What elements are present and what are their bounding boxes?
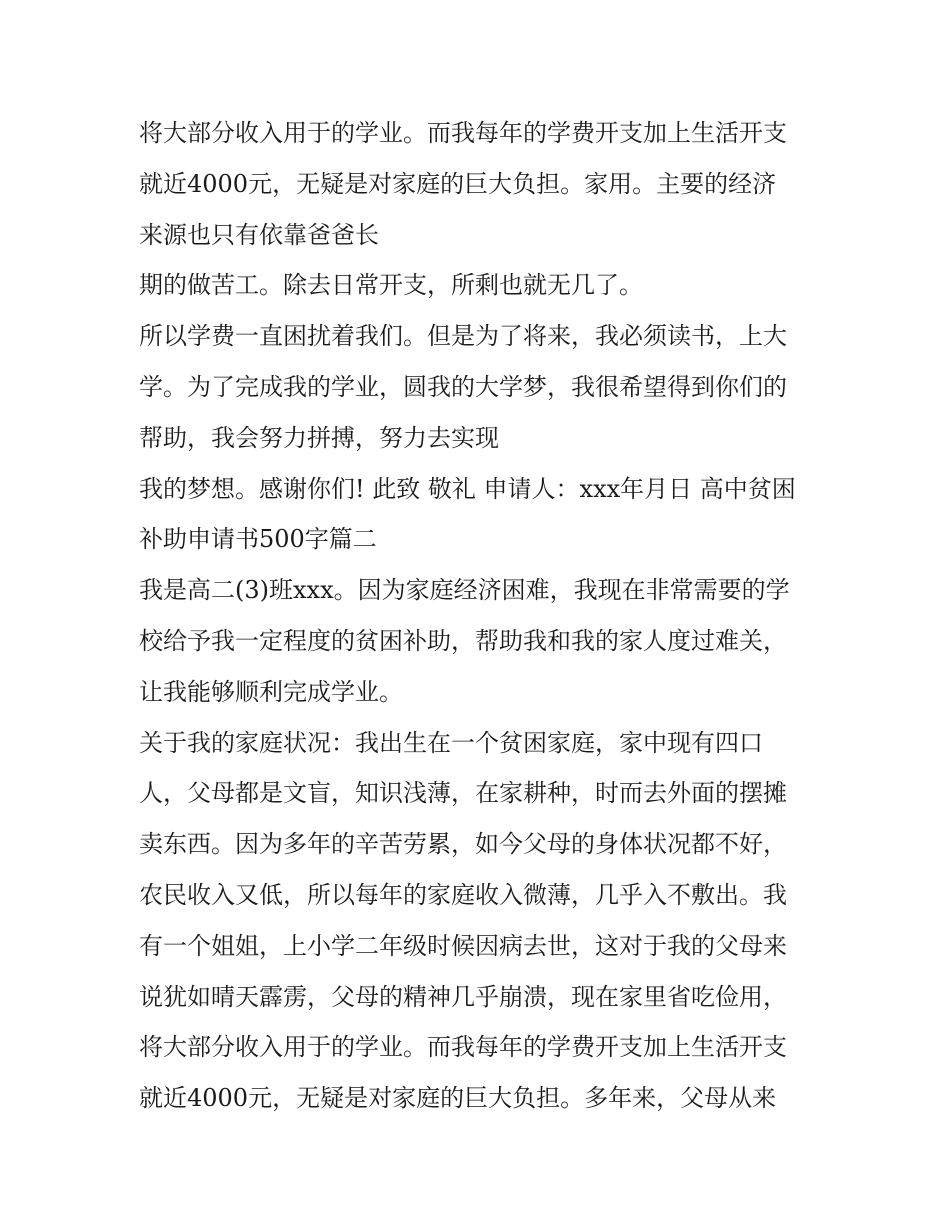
text-line-4: 期的做苦工。除去日常开支，所剩也就无几了。 [139,271,643,300]
text-line-9: 补助申请书500字篇二 [139,525,377,554]
text-line-7: 帮助，我会努力拼搏，努力去实现 [139,423,499,452]
text-line-14: 人，父母都是文盲，知识浅薄，在家耕种，时而去外面的摆摊 [139,779,787,808]
text-line-5: 所以学费一直困扰着我们。但是为了将来，我必须读书，上大 [139,322,787,351]
text-line-15: 卖东西。因为多年的辛苦劳累，如今父母的身体状况都不好， [139,830,787,859]
text-line-2: 就近4000元，无疑是对家庭的巨大负担。家用。主要的经济 [139,169,777,198]
text-line-1: 将大部分收入用于的学业。而我每年的学费开支加上生活开支 [139,119,787,147]
text-line-16: 农民收入又低，所以每年的家庭收入微薄，几乎入不敷出。我 [139,880,787,909]
text-line-18: 说犹如晴天霹雳，父母的精神几乎崩溃，现在家里省吃俭用， [139,982,787,1011]
text-line-17: 有一个姐姐，上小学二年级时候因病去世，这对于我的父母来 [139,931,787,960]
text-line-11: 校给予我一定程度的贫困补助，帮助我和我的家人度过难关， [139,626,787,655]
text-line-3: 来源也只有依靠爸爸长 [139,220,379,249]
text-line-6: 学。为了完成我的学业，圆我的大学梦，我很希望得到你们的 [139,372,787,401]
text-line-13: 关于我的家庭状况：我出生在一个贫困家庭，家中现有四口 [139,728,763,757]
text-line-19: 将大部分收入用于的学业。而我每年的学费开支加上生活开支 [139,1033,787,1062]
document-body [139,108,829,1124]
text-line-20: 就近4000元，无疑是对家庭的巨大负担。多年来，父母从来 [139,1084,777,1113]
text-line-8: 我的梦想。感谢你们! 此致 敬礼 申请人：xxx年月日 高中贫困 [139,474,796,503]
text-line-10: 我是高二(3)班xxx。因为家庭经济困难，我现在非常需要的学 [139,576,790,605]
text-line-12: 让我能够顺利完成学业。 [139,677,403,706]
